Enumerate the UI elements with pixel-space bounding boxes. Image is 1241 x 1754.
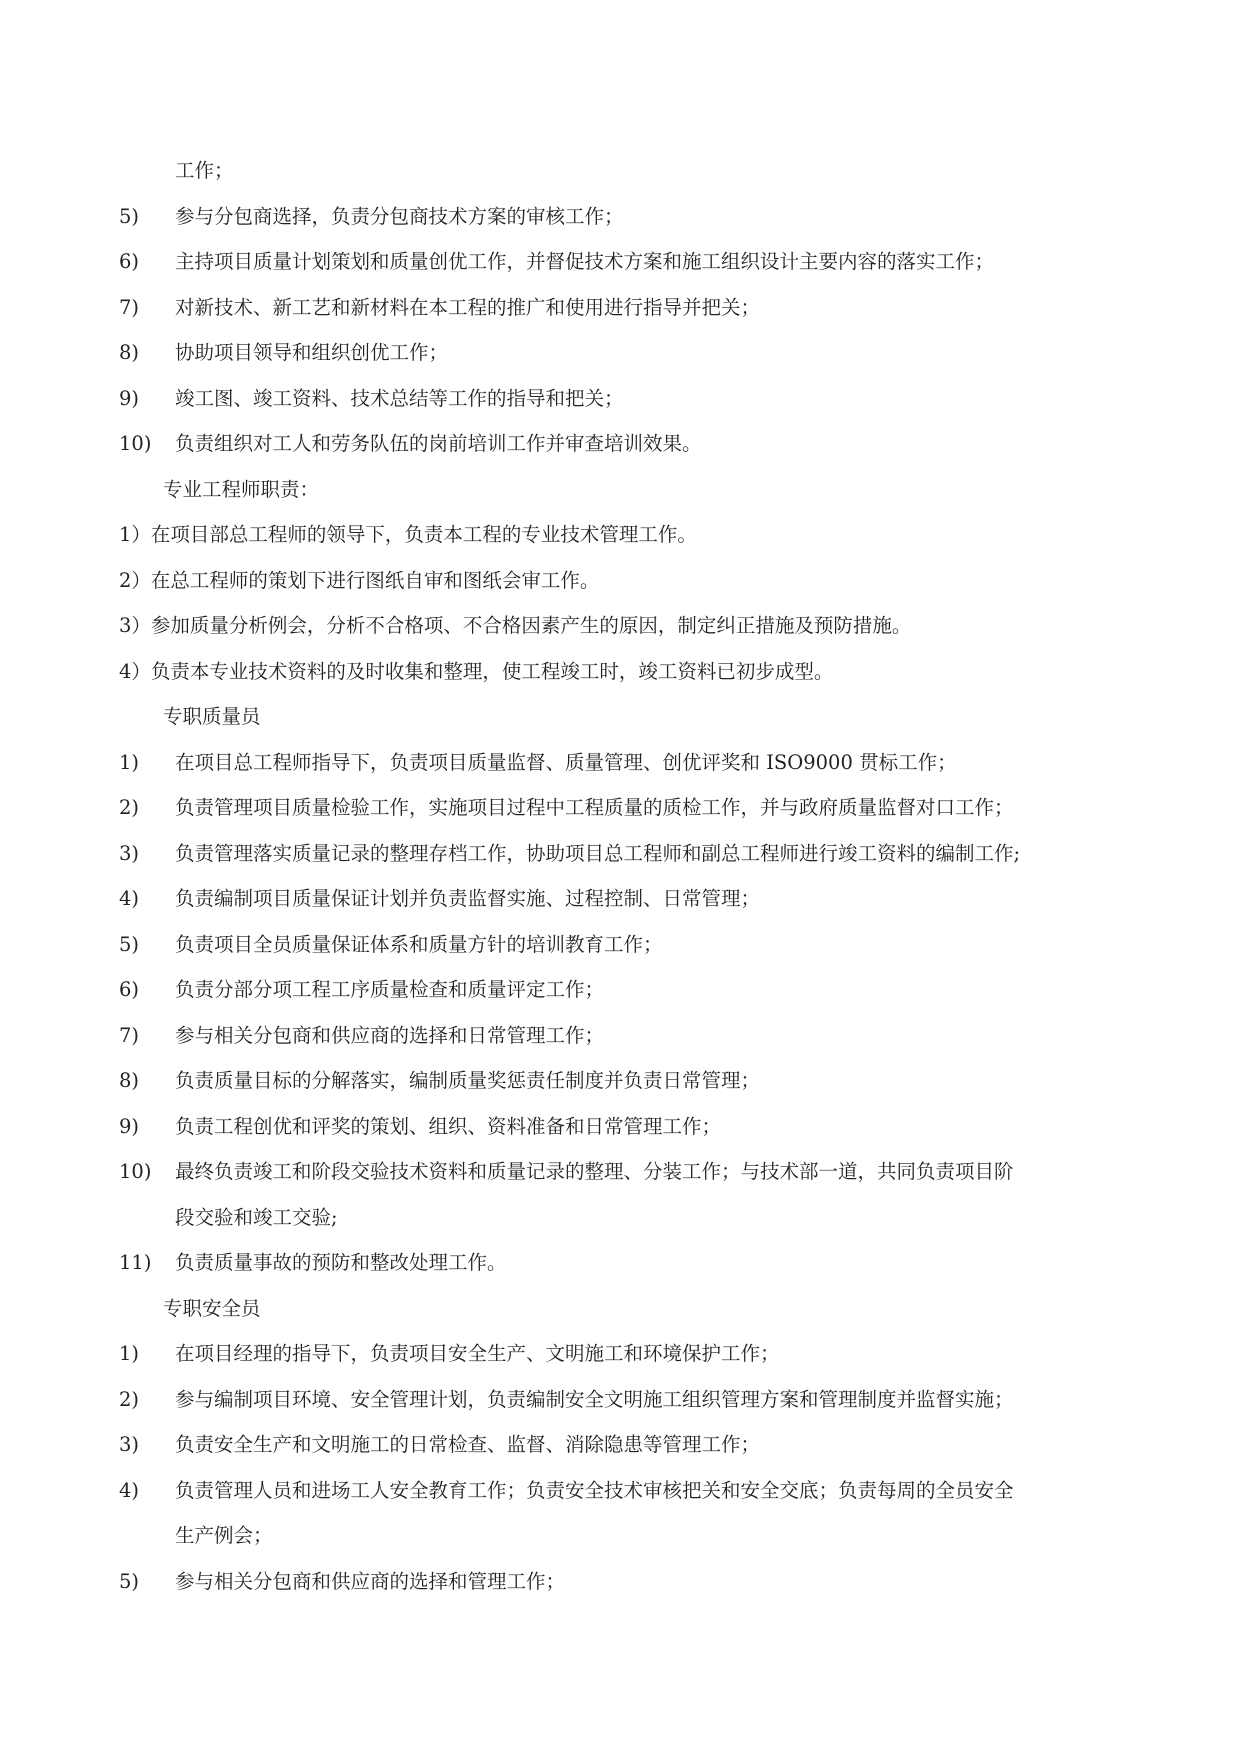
list-item-text: 负责工程创优和评奖的策划、组织、资料准备和日常管理工作；	[175, 1114, 722, 1138]
list-item-number: 2)	[119, 796, 140, 819]
list-item-number: 2)	[119, 1387, 140, 1411]
section-heading: 专职安全员	[163, 1296, 261, 1320]
section-heading: 专业工程师职责：	[163, 477, 320, 501]
list-item-number: 1)	[119, 1342, 140, 1365]
list-item-continuation: 段交验和竣工交验;	[175, 1205, 338, 1229]
list-item-continuation: 生产例会；	[175, 1524, 273, 1547]
list-item-number: 10)	[119, 1160, 152, 1183]
paragraph-line: 2）在总工程师的策划下进行图纸自审和图纸会审工作。	[119, 568, 600, 592]
list-item-text: 竣工图、竣工资料、技术总结等工作的指导和把关；	[175, 386, 624, 410]
list-item-text: 负责质量事故的预防和整改处理工作。	[175, 1251, 507, 1274]
list-item-number: 11)	[119, 1251, 152, 1274]
list-item-continuation: 工作；	[175, 159, 234, 182]
list-item-number: 9)	[119, 1114, 140, 1138]
list-item-number: 7)	[119, 295, 140, 319]
list-item-text: 协助项目领导和组织创优工作；	[175, 341, 449, 364]
list-item-number: 3)	[119, 841, 140, 865]
list-item-number: 6)	[119, 978, 140, 1001]
list-item-text: 最终负责竣工和阶段交验技术资料和质量记录的整理、分装工作；与技术部一道，共同负责项目阶	[175, 1160, 1014, 1183]
list-item-text: 负责组织对工人和劳务队伍的岗前培训工作并审查培训效果。	[175, 432, 702, 455]
paragraph-line: 1）在项目部总工程师的领导下，负责本工程的专业技术管理工作。	[119, 523, 697, 546]
list-item-text: 负责项目全员质量保证体系和质量方针的培训教育工作；	[175, 932, 663, 956]
list-item-number: 9)	[119, 386, 140, 410]
paragraph-line: 4）负责本专业技术资料的及时收集和整理，使工程竣工时，竣工资料已初步成型。	[119, 659, 834, 683]
list-item-number: 6)	[119, 250, 140, 273]
list-item-text: 负责管理人员和进场工人安全教育工作；负责安全技术审核把关和安全交底；负责每周的全员安全	[175, 1478, 1014, 1502]
list-item-text: 负责分部分项工程工序质量检查和质量评定工作；	[175, 978, 605, 1001]
list-item-text: 负责管理项目质量检验工作，实施项目过程中工程质量的质检工作，并与政府质量监督对口工作；	[175, 796, 1014, 819]
list-item-number: 7)	[119, 1023, 140, 1047]
section-heading: 专职质量员	[163, 705, 261, 728]
list-item-number: 4)	[119, 887, 140, 910]
list-item-number: 10)	[119, 432, 152, 455]
list-item-text: 参与分包商选择，负责分包商技术方案的审核工作；	[175, 204, 624, 228]
list-item-text: 在项目总工程师指导下，负责项目质量监督、质量管理、创优评奖和 ISO9000 贯标工作；	[175, 750, 957, 774]
list-item-text: 主持项目质量计划策划和质量创优工作，并督促技术方案和施工组织设计主要内容的落实工作；	[175, 250, 995, 273]
list-item-text: 负责安全生产和文明施工的日常检查、监督、消除隐患等管理工作；	[175, 1433, 761, 1456]
list-item-text: 参与相关分包商和供应商的选择和日常管理工作；	[175, 1023, 605, 1047]
list-item-number: 8)	[119, 341, 140, 364]
list-item-number: 1)	[119, 750, 140, 774]
list-item-number: 5)	[119, 932, 140, 956]
list-item-text: 负责质量目标的分解落实，编制质量奖惩责任制度并负责日常管理；	[175, 1069, 761, 1092]
paragraph-line: 3）参加质量分析例会，分析不合格项、不合格因素产生的原因，制定纠正措施及预防措施。	[119, 614, 912, 637]
list-item-number: 8)	[119, 1069, 140, 1092]
list-item-text: 参与编制项目环境、安全管理计划，负责编制安全文明施工组织管理方案和管理制度并监督实施；	[175, 1387, 1014, 1411]
list-item-number: 4)	[119, 1478, 140, 1502]
list-item-text: 参与相关分包商和供应商的选择和管理工作；	[175, 1569, 566, 1593]
list-item-text: 负责编制项目质量保证计划并负责监督实施、过程控制、日常管理；	[175, 887, 761, 910]
list-item-number: 3)	[119, 1433, 140, 1456]
list-item-text: 在项目经理的指导下，负责项目安全生产、文明施工和环境保护工作；	[175, 1342, 780, 1365]
list-item-number: 5)	[119, 204, 140, 228]
list-item-number: 5)	[119, 1569, 140, 1593]
list-item-text: 对新技术、新工艺和新材料在本工程的推广和使用进行指导并把关；	[175, 295, 761, 319]
list-item-text: 负责管理落实质量记录的整理存档工作，协助项目总工程师和副总工程师进行竣工资料的编制工作;	[175, 841, 1021, 865]
